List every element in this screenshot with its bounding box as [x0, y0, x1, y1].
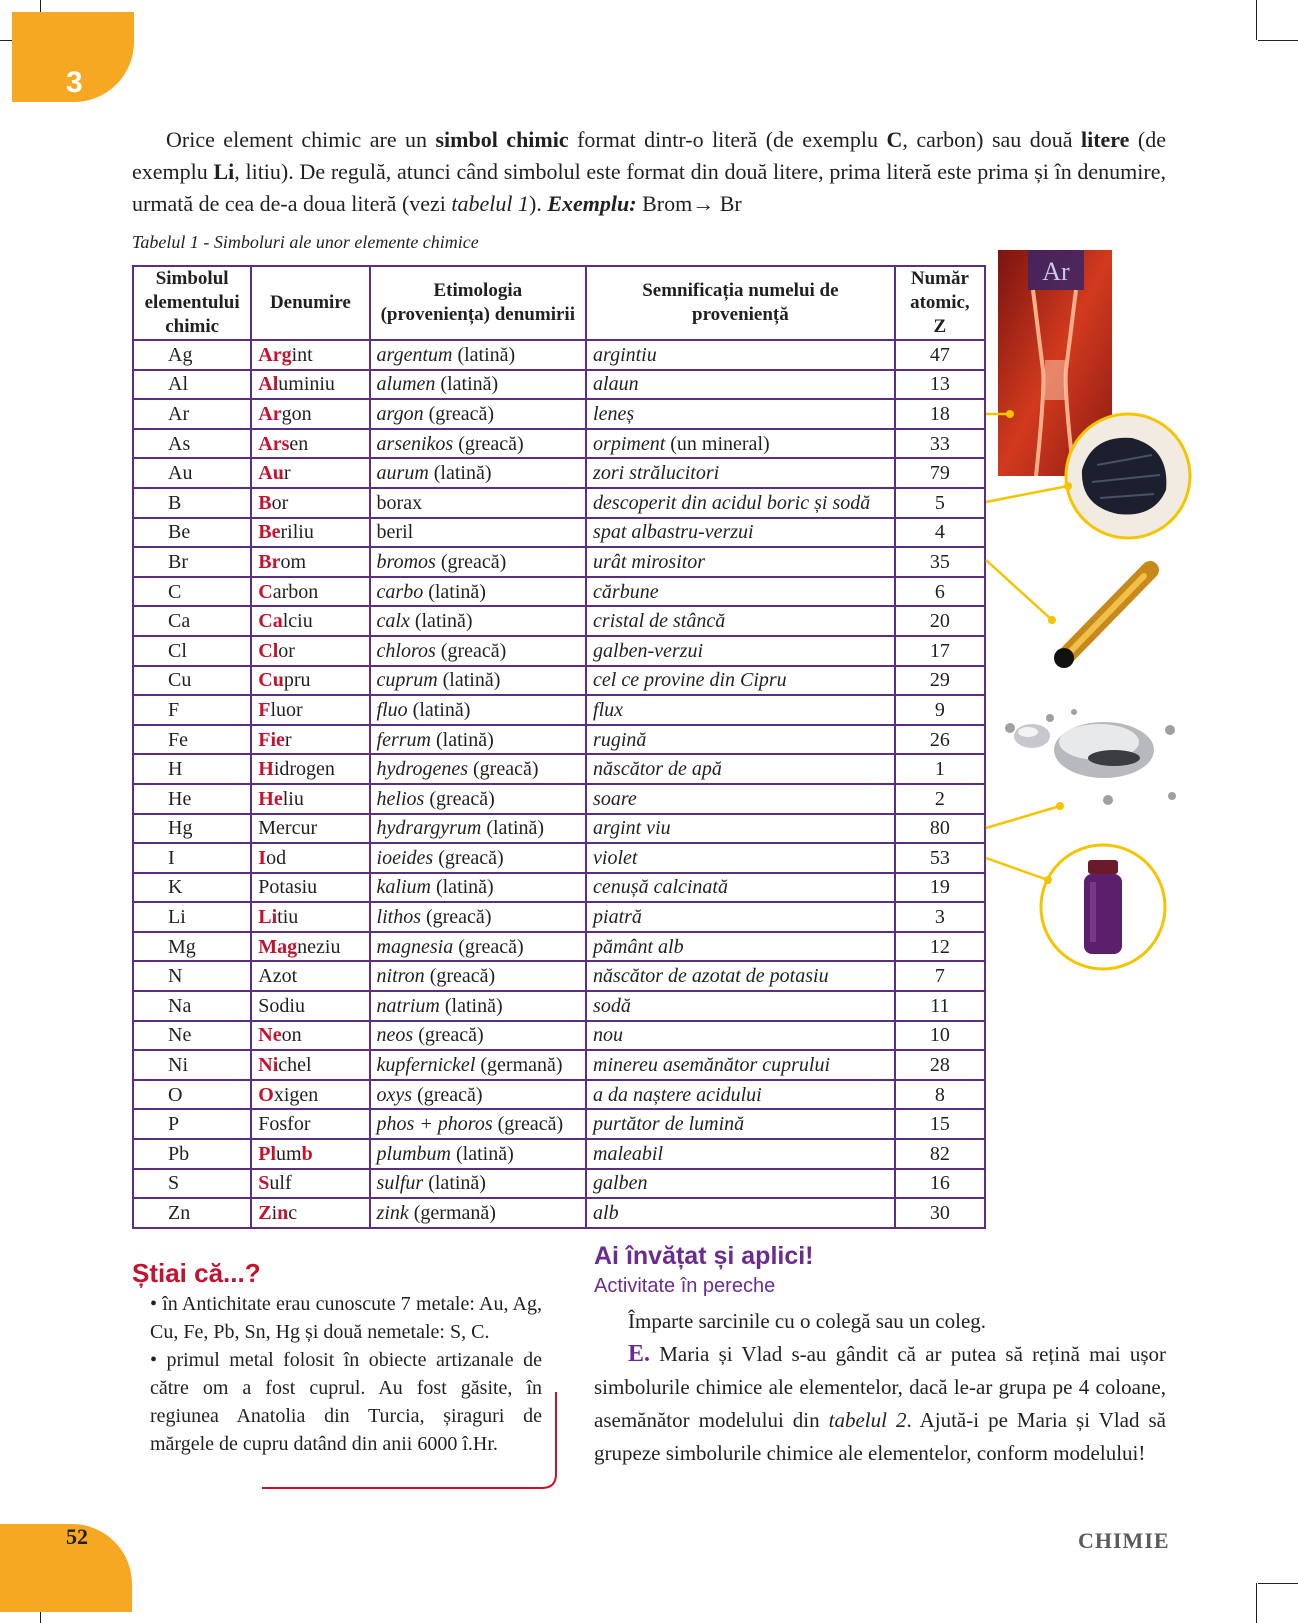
etymology-language: (greacă) — [435, 639, 507, 662]
name-rest: riliu — [280, 521, 314, 544]
name-rest: uminiu — [278, 373, 335, 396]
name-highlight: Cu — [258, 669, 284, 692]
etymology-word: ferrum — [376, 728, 431, 751]
element-symbol: O — [133, 1080, 251, 1110]
etymology-word: fluo — [376, 698, 408, 721]
did-you-know-title: Știai că...? — [132, 1258, 261, 1288]
name-highlight: He — [258, 787, 283, 810]
meaning-text: descoperit din acidul boric și sodă — [593, 491, 871, 514]
subject-label: CHIMIE — [1078, 1528, 1170, 1553]
etymology-language: (greacă) — [453, 432, 524, 455]
etymology-language: (greacă) — [468, 758, 539, 781]
meaning-text: maleabil — [593, 1142, 664, 1165]
table-caption: Tabelul 1 - Simboluri ale unor elemente chimice — [132, 232, 479, 252]
atomic-number: 53 — [895, 843, 985, 873]
etymology-word: hydrargyrum — [376, 817, 482, 840]
etymology-language: (latină) — [423, 580, 486, 603]
etymology-language: (latină) — [430, 728, 494, 751]
name-rest: Sodiu — [258, 994, 305, 1017]
element-symbol: N — [133, 961, 251, 991]
element-symbol: Ne — [133, 1021, 251, 1051]
name-highlight: Au — [258, 462, 284, 485]
element-symbol: He — [133, 784, 251, 814]
meaning-text: violet — [593, 846, 638, 869]
element-symbol: Zn — [133, 1198, 251, 1228]
meaning-text: piatră — [593, 906, 642, 929]
did-you-know-item: • în Antichitate erau cunoscute 7 metale: Au, Ag, Cu, Fe, Pb, Sn, Hg și două nemetale: S, C. — [150, 1293, 542, 1343]
etymology-word: kalium — [376, 876, 431, 899]
intro-text: Brom→ Br — [636, 191, 742, 216]
element-symbol: Ca — [133, 606, 251, 636]
etymology-word: neos — [376, 1024, 414, 1047]
atomic-number: 20 — [895, 606, 985, 636]
etymology-language: (greacă) — [433, 846, 504, 869]
name-rest: chel — [278, 1054, 312, 1077]
element-symbol: Br — [133, 547, 251, 577]
intro-text: , carbon) sau două — [902, 127, 1081, 152]
intro-text: Orice element chimic are un — [166, 127, 436, 152]
atomic-number: 6 — [895, 577, 985, 607]
atomic-number: 29 — [895, 666, 985, 696]
etymology-language: (latină) — [407, 698, 471, 721]
etymology-word: phos + phoros — [376, 1113, 493, 1136]
atomic-number: 3 — [895, 902, 985, 932]
atomic-number: 4 — [895, 518, 985, 548]
meaning-text: născător de apă — [593, 758, 722, 781]
header-name: Denumire — [251, 266, 369, 340]
etymology-word: ioeides — [376, 846, 434, 869]
element-symbol: Cl — [133, 636, 251, 666]
atomic-number: 26 — [895, 725, 985, 755]
etymology-word: carbo — [376, 580, 424, 603]
header-meaning: Semnificația numelui de proveniență — [586, 266, 895, 340]
atomic-number: 79 — [895, 458, 985, 488]
meaning-text: sodă — [593, 994, 631, 1017]
name-highlight: O — [258, 1083, 274, 1106]
name-rest: Fosfor — [258, 1113, 311, 1136]
header-etymology: Etimologia (proveniența) denumirii — [370, 266, 587, 340]
element-symbol: Fe — [133, 725, 251, 755]
meaning-text: cenușă calcinată — [593, 876, 728, 899]
element-symbol: Cu — [133, 666, 251, 696]
element-symbol: H — [133, 754, 251, 784]
etymology-word: plumbum — [376, 1142, 451, 1165]
meaning-text: nou — [593, 1024, 624, 1047]
etymology-language: (latină) — [450, 1142, 514, 1165]
etymology-word: alumen — [376, 373, 436, 396]
etymology-word: nitron — [376, 965, 425, 988]
atomic-number: 18 — [895, 399, 985, 429]
etymology-language: (greacă) — [435, 550, 507, 573]
atomic-number: 33 — [895, 429, 985, 459]
etymology-language: (greacă) — [420, 906, 492, 929]
atomic-number: 10 — [895, 1021, 985, 1051]
name-highlight: Ni — [258, 1054, 279, 1077]
intro-bold-italic: Exemplu: — [547, 191, 637, 216]
intro-bold: Li — [213, 159, 235, 184]
meaning-text: cristal de stâncă — [593, 610, 726, 633]
name-rest: liu — [282, 787, 304, 810]
intro-text: format dintr-o literă (de exemplu — [568, 127, 887, 152]
name-rest: tiu — [277, 906, 299, 929]
element-symbol: Hg — [133, 814, 251, 844]
etymology-language: (latină) — [430, 876, 494, 899]
etymology-language: (greacă) — [412, 1083, 483, 1106]
atomic-number: 7 — [895, 961, 985, 991]
meaning-text: purtător de lumină — [593, 1113, 745, 1136]
meaning-text: alb — [593, 1202, 619, 1225]
etymology-language: (latină) — [452, 343, 516, 366]
name-rest: i — [271, 1202, 278, 1225]
meaning-text: leneș — [593, 402, 635, 425]
task-text: . Ajută-i pe Maria și Vlad să grupeze simbolurile chimice ale elementelor, conform modelului! — [594, 1408, 1166, 1465]
did-you-know-item: • primul metal folosit în obiecte artizanale de către om a fost cuprul. Au fost găsite, în regiunea Anatolia din Turcia, șiraguri de mărgele de cupru datând din anii 6000 î.Hr. — [150, 1349, 542, 1455]
name-rest: on — [281, 1024, 302, 1047]
meaning-text: cărbune — [593, 580, 659, 603]
name-highlight: Cl — [258, 639, 279, 662]
etymology-word: sulfur — [376, 1172, 424, 1195]
etymology-word: lithos — [376, 906, 421, 929]
name-highlight: Z — [258, 1202, 272, 1225]
element-symbol: Mg — [133, 932, 251, 962]
intro-bold: litere — [1080, 127, 1130, 152]
element-symbol: F — [133, 695, 251, 725]
meaning-text: rugină — [593, 728, 647, 751]
etymology-language: (latină) — [428, 462, 492, 485]
etymology-word: bromos — [376, 550, 436, 573]
etymology-language: (latină) — [409, 610, 473, 633]
element-symbol: Na — [133, 991, 251, 1021]
etymology-language: (germană) — [475, 1054, 563, 1077]
atomic-number: 13 — [895, 370, 985, 400]
page-number: 52 — [66, 1524, 88, 1549]
atomic-number: 17 — [895, 636, 985, 666]
name-rest: r — [283, 462, 291, 485]
element-symbol: Li — [133, 902, 251, 932]
etymology-word: argentum — [376, 343, 453, 366]
intro-text: ). — [529, 191, 548, 216]
name-highlight: Arg — [258, 343, 292, 366]
intro-bold: simbol chimic — [435, 127, 569, 152]
atomic-number: 1 — [895, 754, 985, 784]
activity-title: Ai învățat și aplici! — [594, 1242, 814, 1270]
element-symbol: Ni — [133, 1050, 251, 1080]
meaning-text: minereu asemănător cuprului — [593, 1054, 831, 1077]
name-highlight: Pl — [258, 1142, 277, 1165]
element-symbol: P — [133, 1109, 251, 1139]
name-rest: idrogen — [273, 758, 335, 781]
atomic-number: 12 — [895, 932, 985, 962]
etymology-word: oxys — [376, 1083, 413, 1106]
etymology-word: kupfernickel — [376, 1054, 476, 1077]
etymology-language: (greacă) — [423, 402, 495, 425]
name-highlight: Ca — [258, 610, 283, 633]
etymology-language: (latină) — [423, 1172, 486, 1195]
name-rest: c — [288, 1202, 298, 1225]
atomic-number: 15 — [895, 1109, 985, 1139]
etymology-language: (greacă) — [453, 935, 524, 958]
header-atomic-number: Număr atomic, Z — [895, 266, 985, 340]
name-rest: r — [284, 728, 292, 751]
etymology-word: argon — [376, 402, 424, 425]
name-highlight: I — [258, 846, 267, 869]
atomic-number: 80 — [895, 814, 985, 844]
etymology-word: hydrogenes — [376, 758, 468, 781]
etymology-word: cuprum — [376, 669, 438, 692]
etymology-language: beril — [376, 521, 414, 544]
etymology-word: zink — [376, 1202, 409, 1225]
atomic-number: 19 — [895, 873, 985, 903]
element-symbol: B — [133, 488, 251, 518]
name-highlight: Fie — [258, 728, 285, 751]
activity-paragraph: Împarte sarcinile cu o colegă sau un coleg. — [628, 1309, 987, 1333]
name-rest: luor — [270, 698, 303, 721]
atomic-number: 28 — [895, 1050, 985, 1080]
name-highlight: F — [258, 698, 271, 721]
name-rest: xigen — [273, 1083, 319, 1106]
meaning-text: argint viu — [593, 817, 671, 840]
name-rest: or — [271, 491, 289, 514]
atomic-number: 30 — [895, 1198, 985, 1228]
etymology-language: (greacă) — [492, 1113, 564, 1136]
atomic-number: 9 — [895, 695, 985, 725]
name-highlight: b — [301, 1142, 313, 1165]
meaning-text: flux — [593, 698, 624, 721]
header-symbol: Simbolul elementului chimic — [133, 266, 251, 340]
name-rest: int — [291, 343, 313, 366]
name-highlight: Br — [258, 550, 281, 573]
atomic-number: 5 — [895, 488, 985, 518]
task-letter: E. — [628, 1341, 651, 1367]
name-rest: en — [289, 432, 309, 455]
atomic-number: 35 — [895, 547, 985, 577]
name-rest: om — [280, 550, 307, 573]
name-rest: Potasiu — [258, 876, 318, 899]
name-highlight: Al — [258, 373, 279, 396]
meaning-text: cel ce provine din Cipru — [593, 669, 787, 692]
meaning-extra: (un mineral) — [665, 432, 770, 455]
etymology-language: (greacă) — [413, 1024, 484, 1047]
intro-text: , litiu). De regulă, atunci când simbolul este format din două litere, prima literă este prima și în denumire, urmată de cea de-a doua literă (vezi — [132, 159, 1166, 216]
name-rest: neziu — [297, 935, 341, 958]
name-rest: od — [266, 846, 287, 869]
name-highlight: Ne — [258, 1024, 282, 1047]
element-symbol: K — [133, 873, 251, 903]
etymology-language: (greacă) — [424, 787, 495, 810]
meaning-text: argintiu — [593, 343, 657, 366]
element-symbol: Ag — [133, 340, 251, 370]
name-rest: Mercur — [258, 817, 318, 840]
meaning-text: zori strălucitori — [593, 462, 720, 485]
intro-text: (de exemplu — [132, 127, 1166, 184]
etymology-word: calx — [376, 610, 410, 633]
element-symbol: Al — [133, 370, 251, 400]
intro-bold: C — [886, 127, 903, 152]
activity-body — [594, 1305, 1166, 1470]
etymology-language: (latină) — [481, 817, 545, 840]
name-highlight: C — [258, 580, 273, 603]
atomic-number: 8 — [895, 1080, 985, 1110]
etymology-word: magnesia — [376, 935, 454, 958]
name-rest: lciu — [282, 610, 313, 633]
name-highlight: Mag — [258, 935, 298, 958]
etymology-word: arsenikos — [376, 432, 454, 455]
meaning-text: a da naștere acidului — [593, 1083, 762, 1106]
name-highlight: H — [258, 758, 274, 781]
name-highlight: n — [277, 1202, 289, 1225]
etymology-language: (greacă) — [424, 965, 496, 988]
argon-label: Ar — [1042, 257, 1070, 286]
etymology-language: (latină) — [437, 669, 501, 692]
did-you-know-box — [150, 1290, 542, 1458]
name-rest: um — [276, 1142, 302, 1165]
activity-subtitle: Activitate în pereche — [594, 1275, 776, 1297]
name-rest: pru — [283, 669, 311, 692]
name-highlight: Be — [258, 521, 281, 544]
chapter-number: 3 — [66, 66, 83, 99]
etymology-language: borax — [376, 491, 423, 514]
element-symbol: S — [133, 1169, 251, 1199]
atomic-number: 82 — [895, 1139, 985, 1169]
name-rest: Azot — [258, 965, 298, 988]
element-symbol: As — [133, 429, 251, 459]
name-rest: ulf — [269, 1172, 292, 1195]
element-symbol: Ar — [133, 399, 251, 429]
element-symbol: Pb — [133, 1139, 251, 1169]
task-italic: tabelul 2 — [828, 1408, 907, 1432]
name-rest: or — [278, 639, 295, 662]
name-highlight: S — [258, 1172, 270, 1195]
activity-task — [594, 1338, 1166, 1470]
etymology-language: (germană) — [408, 1202, 496, 1225]
name-rest: arbon — [272, 580, 319, 603]
name-highlight: Ars — [258, 432, 290, 455]
meaning-text: alaun — [593, 373, 639, 396]
meaning-text: orpiment — [593, 432, 666, 455]
etymology-language: (latină) — [435, 373, 499, 396]
meaning-text: spat albastru-verzui — [593, 521, 754, 544]
etymology-language: (latină) — [439, 994, 503, 1017]
meaning-text: pământ alb — [593, 935, 684, 958]
meaning-text: născător de azotat de potasiu — [593, 965, 829, 988]
element-symbol: I — [133, 843, 251, 873]
meaning-text: soare — [593, 787, 637, 810]
atomic-number: 11 — [895, 991, 985, 1021]
meaning-text: galben-verzui — [593, 639, 704, 662]
name-highlight: B — [258, 491, 272, 514]
etymology-word: helios — [376, 787, 425, 810]
element-symbol: C — [133, 577, 251, 607]
atomic-number: 47 — [895, 340, 985, 370]
name-rest: gon — [281, 402, 312, 425]
name-highlight: Ar — [258, 402, 282, 425]
etymology-word: aurum — [376, 462, 429, 485]
meaning-text: urât mirositor — [593, 550, 706, 573]
name-highlight: Li — [258, 906, 278, 929]
task-text: Maria și Vlad s-au gândit că ar putea să rețină mai ușor simbolurile chimice ale elementelor, dacă le-ar grupa pe 4 coloane, asemănător modelului din — [594, 1342, 1166, 1432]
etymology-word: natrium — [376, 994, 440, 1017]
atomic-number: 2 — [895, 784, 985, 814]
etymology-word: chloros — [376, 639, 436, 662]
element-symbol: Be — [133, 518, 251, 548]
intro-italic: tabelul 1 — [451, 191, 530, 216]
atomic-number: 16 — [895, 1169, 985, 1199]
element-symbol: Au — [133, 458, 251, 488]
meaning-text: galben — [593, 1172, 648, 1195]
